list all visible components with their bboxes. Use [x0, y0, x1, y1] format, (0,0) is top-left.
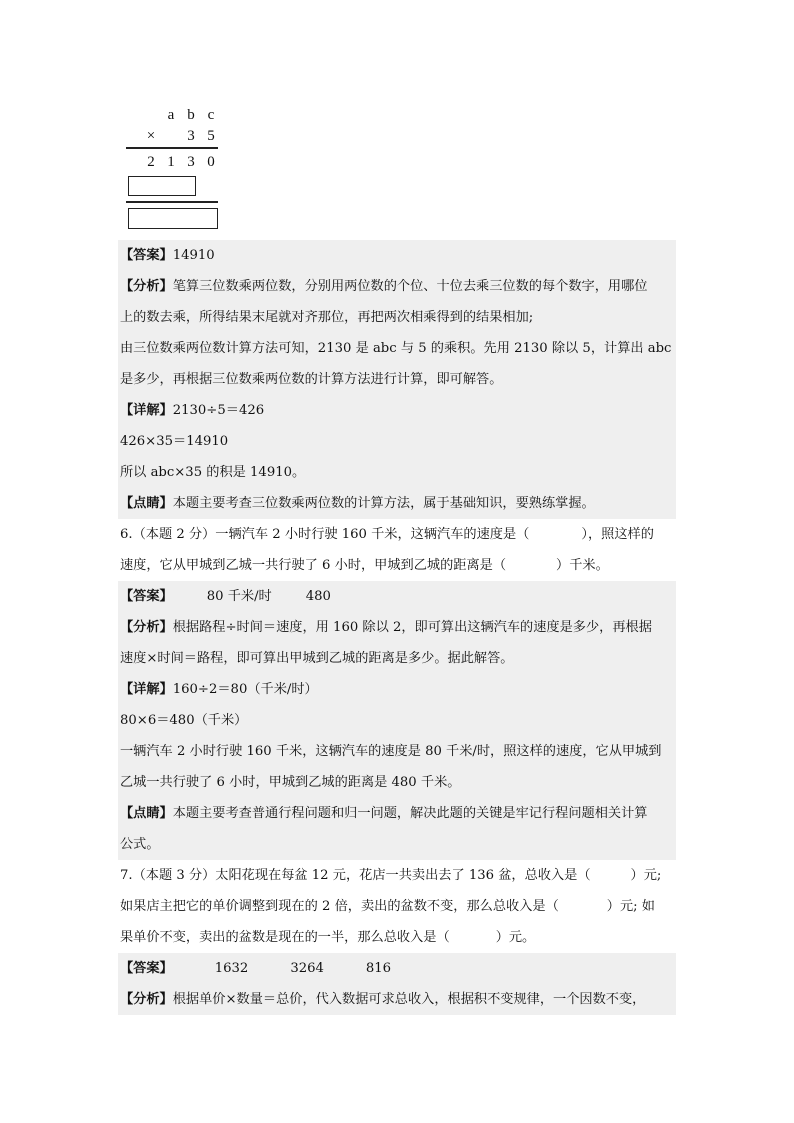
calc-digit-b: b	[187, 107, 195, 123]
comment-line	[118, 488, 676, 519]
answer-value: 480	[305, 589, 331, 604]
calc-product-digit: 2	[147, 154, 155, 170]
question-text: ）元;	[630, 868, 662, 883]
analysis-text: 根据路程÷时间＝速度，用 160 除以 2，即可算出这辆汽车的速度是多少，再根据	[172, 620, 652, 635]
analysis-tag: 【分析】	[120, 992, 173, 1007]
question-text: ）元; 如	[606, 899, 655, 914]
analysis-tag: 【分析】	[120, 279, 173, 294]
question-text: 6.（本题 2 分）一辆汽车 2 小时行驶 160 千米，这辆汽车的速度是（	[120, 527, 530, 542]
calc-digit-3: 3	[187, 128, 195, 144]
answer-line	[118, 240, 676, 271]
calc-digit-c: c	[207, 107, 215, 123]
comment-tag: 【点睛】	[120, 496, 173, 511]
calc-product-digit: 0	[207, 154, 215, 170]
detail-tag: 【详解】	[120, 682, 173, 697]
calc-product-digit: 1	[167, 154, 175, 170]
question-text: ）千米。	[556, 558, 609, 573]
answer-line	[118, 953, 676, 984]
calc-blank-box	[128, 176, 196, 196]
answer-value: 3264	[290, 961, 324, 976]
comment-line: 公式。	[118, 829, 676, 860]
detail-line: 426×35＝14910	[118, 426, 676, 457]
calc-rule-line	[126, 201, 218, 203]
question-text: ），照这样的	[581, 527, 654, 542]
calc-digit-a: a	[167, 107, 175, 123]
calc-rule-line	[126, 147, 218, 149]
question-text: 7.（本题 3 分）太阳花现在每盆 12 元，花店一共卖出去了 136 盆，总收入是（	[120, 868, 591, 883]
detail-tag: 【详解】	[120, 403, 173, 418]
analysis-text: 笔算三位数乘两位数，分别用两位数的个位、十位去乘三位数的每个数字，用哪位	[172, 279, 648, 294]
calc-blank-box	[128, 208, 218, 229]
detail-line: 所以 abc×35 的积是 14910。	[118, 457, 676, 488]
answer-tag: 【答案】	[120, 589, 173, 604]
comment-text: 本题主要考查三位数乘两位数的计算方法，属于基础知识，要熟练掌握。	[172, 496, 595, 511]
question-6-line	[118, 550, 676, 581]
calc-product-digit: 3	[187, 154, 195, 170]
answer-tag: 【答案】	[120, 961, 173, 976]
answer-tag: 【答案】	[120, 248, 173, 263]
answer-line	[118, 581, 676, 612]
analysis-line: 上的数去乘，所得结果末尾就对齐那位，再把两次相乘得到的结果相加;	[118, 302, 676, 333]
solution-content	[118, 240, 676, 1015]
calc-times-sign: ×	[146, 128, 156, 144]
question-7-line	[118, 860, 676, 891]
analysis-text: 根据单价×数量＝总价，代入数据可求总收入，根据积不变规律，一个因数不变，	[172, 992, 646, 1007]
analysis-line	[118, 271, 676, 302]
detail-line: 乙城一共行驶了 6 小时，甲城到乙城的距离是 480 千米。	[118, 767, 676, 798]
question-6-line	[118, 519, 676, 550]
analysis-line	[118, 984, 676, 1015]
question-text: 如果店主把它的单价调整到现在的 2 倍，卖出的盆数不变，那么总收入是（	[120, 899, 559, 914]
detail-text: 160÷2＝80（千米/时）	[172, 682, 318, 697]
comment-line	[118, 798, 676, 829]
answer-value: 1632	[214, 961, 249, 976]
comment-tag: 【点睛】	[120, 806, 173, 821]
detail-line: 80×6＝480（千米）	[118, 705, 676, 736]
analysis-line: 是多少，再根据三位数乘两位数的计算方法进行计算，即可解答。	[118, 364, 676, 395]
detail-line: 一辆汽车 2 小时行驶 160 千米，这辆汽车的速度是 80 千米/时，照这样的速度，它从甲城到	[118, 736, 676, 767]
question-text: ）元。	[495, 930, 536, 945]
comment-text: 本题主要考查普通行程问题和归一问题，解决此题的关键是牢记行程问题相关计算	[172, 806, 648, 821]
detail-text: 2130÷5＝426	[172, 403, 265, 418]
analysis-tag: 【分析】	[120, 620, 173, 635]
analysis-line: 由三位数乘两位数计算方法可知，2130 是 abc 与 5 的乘积。先用 2130 除以 5，计算出 abc	[118, 333, 676, 364]
detail-line	[118, 674, 676, 705]
answer-text: 14910	[172, 248, 215, 263]
analysis-line: 速度×时间＝路程，即可算出甲城到乙城的距离是多少。据此解答。	[118, 643, 676, 674]
question-text: 速度，它从甲城到乙城一共行驶了 6 小时，甲城到乙城的距离是（	[120, 558, 507, 573]
question-7-line	[118, 891, 676, 922]
question-text: 果单价不变，卖出的盆数是现在的一半，那么总收入是（	[120, 930, 450, 945]
answer-value: 80 千米/时	[206, 589, 272, 604]
vertical-multiplication	[120, 104, 230, 234]
answer-value: 816	[365, 961, 392, 976]
question-7-line	[118, 922, 676, 953]
detail-line	[118, 395, 676, 426]
calc-digit-5: 5	[207, 128, 215, 144]
analysis-line	[118, 612, 676, 643]
